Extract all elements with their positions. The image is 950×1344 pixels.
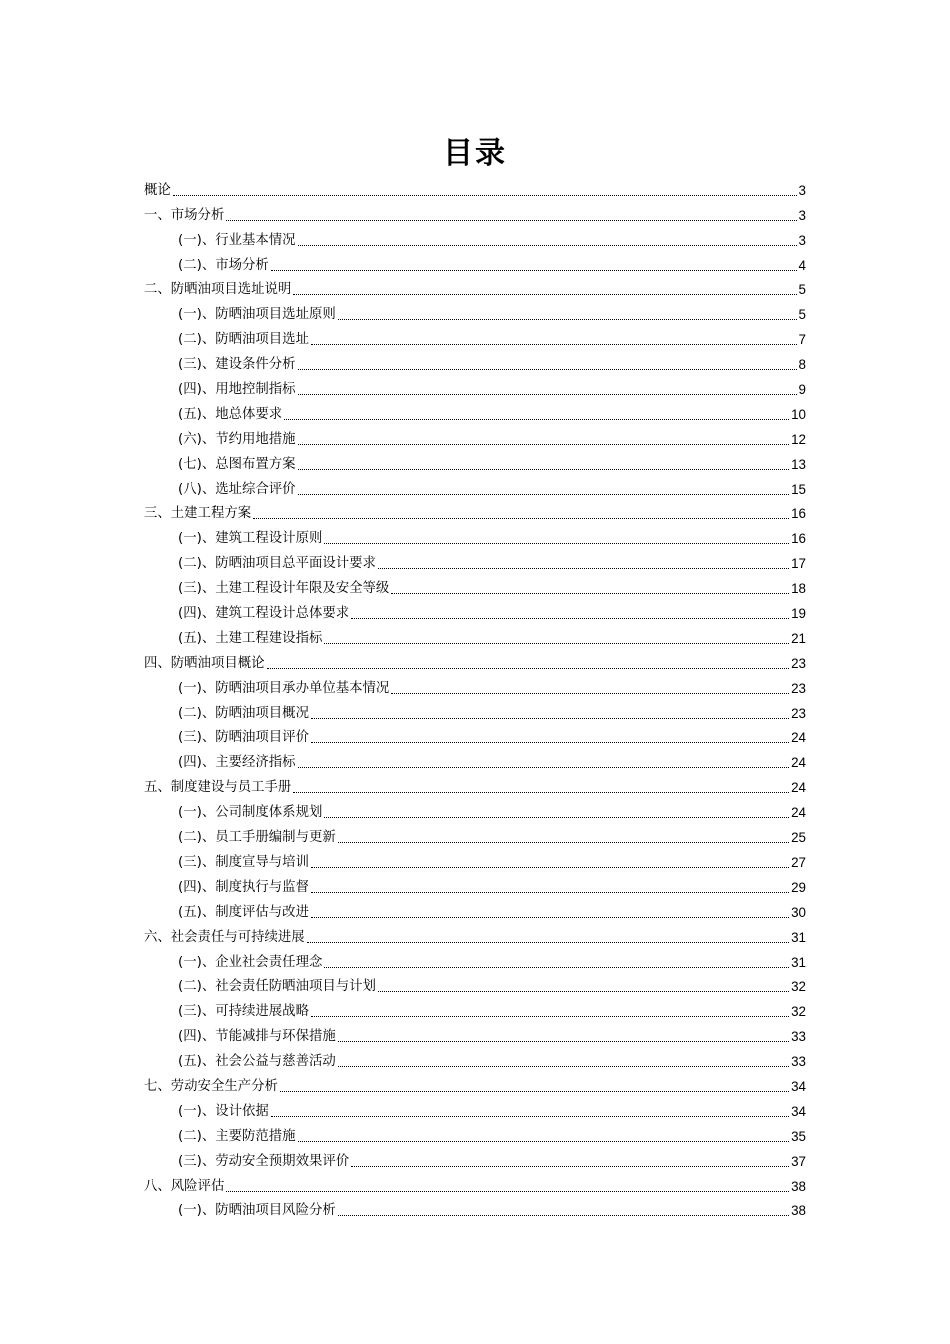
toc-entry-label: (一)、行业基本情况 [178,232,296,248]
toc-entry-label: 八、风险评估 [144,1178,225,1194]
dot-leader [267,668,790,669]
toc-entry-label: (五)、制度评估与改进 [178,904,309,920]
toc-entry[interactable] [144,399,806,424]
toc-entry-label: (一)、设计依据 [178,1103,269,1119]
dot-leader [298,394,797,395]
toc-entry[interactable] [144,299,806,324]
toc-entry[interactable] [144,1196,806,1221]
toc-entry[interactable] [144,499,806,524]
toc-entry[interactable] [144,872,806,897]
toc-entry-label: (一)、防晒油项目风险分析 [178,1203,336,1219]
toc-entry-page-number: 19 [791,606,806,622]
toc-entry-label: (五)、土建工程建设指标 [178,630,323,646]
dot-leader [351,618,789,619]
toc-entry-page-number: 30 [791,904,806,920]
toc-entry-page-number: 24 [791,755,806,771]
toc-entry-page-number: 21 [791,630,806,646]
dot-leader [378,568,789,569]
dot-leader [298,245,797,246]
toc-entry-page-number: 9 [798,382,806,398]
dot-leader [311,892,789,893]
toc-entry[interactable] [144,424,806,449]
dot-leader [293,792,789,793]
toc-entry-label: 三、土建工程方案 [144,506,252,522]
toc-entry[interactable] [144,324,806,349]
toc-entry-label: (二)、防晒油项目概况 [178,705,309,721]
toc-entry-label: (三)、可持续进展战略 [178,1004,309,1020]
toc-entry-label: (三)、劳动安全预期效果评价 [178,1153,350,1169]
toc-entry-page-number: 24 [791,805,806,821]
toc-entry-page-number: 10 [791,406,806,422]
toc-entry-label: (二)、防晒油项目总平面设计要求 [178,556,376,572]
dot-leader [307,942,789,943]
toc-entry[interactable] [144,548,806,573]
dot-leader [338,1066,789,1067]
toc-entry-page-number: 18 [791,581,806,597]
toc-entry-label: (二)、市场分析 [178,257,269,273]
toc-entry-page-number: 35 [791,1128,806,1144]
toc-entry[interactable] [144,996,806,1021]
toc-entry[interactable] [144,474,806,499]
dot-leader [338,1215,789,1216]
toc-entry[interactable] [144,1046,806,1071]
dot-leader [271,1116,789,1117]
toc-entry-page-number: 12 [791,431,806,447]
toc-entry-page-number: 25 [791,830,806,846]
toc-entry-label: (一)、企业社会责任理念 [178,954,323,970]
toc-entry-page-number: 38 [791,1203,806,1219]
dot-leader [298,767,790,768]
toc-entry-page-number: 8 [798,357,806,373]
toc-entry-page-number: 33 [791,1029,806,1045]
toc-entry-page-number: 32 [791,1004,806,1020]
toc-entry-page-number: 16 [791,506,806,522]
toc-entry[interactable] [144,1121,806,1146]
toc-entry-page-number: 24 [791,730,806,746]
toc-entry-label: (三)、建设条件分析 [178,357,296,373]
dot-leader [298,469,790,470]
toc-entry[interactable] [144,747,806,772]
toc-entry[interactable] [144,200,806,225]
toc-entry-page-number: 34 [791,1078,806,1094]
toc-entry[interactable] [144,922,806,947]
toc-entry[interactable] [144,797,806,822]
toc-entry[interactable] [144,349,806,374]
dot-leader [311,344,797,345]
toc-entry-label: (三)、防晒油项目评价 [178,730,309,746]
toc-entry[interactable] [144,449,806,474]
dot-leader [351,1166,789,1167]
toc-entry-page-number: 31 [791,929,806,945]
dot-leader [311,917,789,918]
dot-leader [298,444,790,445]
toc-entry[interactable] [144,1071,806,1096]
dot-leader [324,643,789,644]
page-title: 目录 [443,136,507,171]
toc-entry-label: 六、社会责任与可持续进展 [144,929,305,945]
toc-entry[interactable] [144,673,806,698]
toc-entry-label: (二)、主要防范措施 [178,1128,296,1144]
toc-entry[interactable] [144,250,806,275]
toc-entry[interactable] [144,897,806,922]
toc-entry-page-number: 13 [791,456,806,472]
toc-entry-label: 七、劳动安全生产分析 [144,1078,278,1094]
toc-entry[interactable] [144,374,806,399]
toc-entry-label: (四)、用地控制指标 [178,382,296,398]
toc-entry-label: (一)、防晒油项目承办单位基本情况 [178,680,390,696]
dot-leader [271,270,797,271]
toc-entry-label: (二)、员工手册编制与更新 [178,830,336,846]
dot-leader [280,1091,789,1092]
toc-entry[interactable] [144,648,806,673]
toc-entry-page-number: 38 [791,1178,806,1194]
toc-entry[interactable] [144,1171,806,1196]
toc-entry-label: (四)、制度执行与监督 [178,879,309,895]
toc-entry-page-number: 4 [798,257,806,273]
dot-leader [324,817,789,818]
toc-entry[interactable] [144,972,806,997]
dot-leader [226,1191,789,1192]
dot-leader [298,1141,790,1142]
toc-entry[interactable] [144,1096,806,1121]
toc-entry-label: (八)、选址综合评价 [178,481,296,497]
toc-entry[interactable] [144,822,806,847]
toc-entry-page-number: 3 [798,232,806,248]
toc-entry[interactable] [144,1146,806,1171]
toc-entry-page-number: 32 [791,979,806,995]
toc-entry[interactable] [144,598,806,623]
toc-entry[interactable] [144,275,806,300]
toc-entry-label: (六)、节约用地措施 [178,431,296,447]
toc-entry-label: (二)、防晒油项目选址 [178,332,309,348]
toc-entry-page-number: 3 [798,182,806,198]
dot-leader [338,842,789,843]
toc-entry-label: (五)、社会公益与慈善活动 [178,1054,336,1070]
dot-leader [311,1016,789,1017]
toc-entry-page-number: 17 [791,556,806,572]
dot-leader [338,1041,789,1042]
toc-entry-page-number: 7 [798,332,806,348]
toc-entry[interactable] [144,947,806,972]
toc-entry-label: 一、市场分析 [144,207,225,223]
toc-entry-page-number: 33 [791,1054,806,1070]
dot-leader [253,518,789,519]
dot-leader [311,742,789,743]
toc-entry-label: (四)、建筑工程设计总体要求 [178,606,350,622]
toc-entry-label: (四)、主要经济指标 [178,755,296,771]
toc-entry-page-number: 23 [791,680,806,696]
toc-entry[interactable] [144,1021,806,1046]
toc-entry-page-number: 27 [791,854,806,870]
toc-entry-label: 概论 [144,182,171,198]
toc-entry-label: (一)、防晒油项目选址原则 [178,307,336,323]
toc-entry[interactable] [144,573,806,598]
dot-leader [293,294,796,295]
toc-entry[interactable] [144,698,806,723]
dot-leader [298,369,797,370]
toc-entry[interactable] [144,523,806,548]
toc-entry-label: (三)、土建工程设计年限及安全等级 [178,581,390,597]
toc-entry-page-number: 31 [791,954,806,970]
toc-entry-page-number: 15 [791,481,806,497]
toc-entry[interactable] [144,772,806,797]
toc-entry-page-number: 5 [798,282,806,298]
dot-leader [298,494,790,495]
toc-entry-label: (五)、地总体要求 [178,406,283,422]
dot-leader [324,543,789,544]
toc-entry-page-number: 23 [791,705,806,721]
dot-leader [311,718,789,719]
toc-entry-page-number: 23 [791,655,806,671]
toc-entry-label: 五、制度建设与员工手册 [144,780,292,796]
dot-leader [378,991,789,992]
toc-entry-page-number: 29 [791,879,806,895]
toc-entry-page-number: 34 [791,1103,806,1119]
toc-entry-page-number: 37 [791,1153,806,1169]
toc-entry-label: (二)、社会责任防晒油项目与计划 [178,979,376,995]
toc-entry-label: (三)、制度宣导与培训 [178,854,309,870]
toc-entry-label: (一)、建筑工程设计原则 [178,531,323,547]
toc-entry-label: 四、防晒油项目概论 [144,655,265,671]
dot-leader [311,867,789,868]
toc-entry[interactable] [144,847,806,872]
toc-entry[interactable] [144,723,806,748]
toc-entry[interactable] [144,175,806,200]
dot-leader [391,693,789,694]
dot-leader [391,593,789,594]
toc-entry[interactable] [144,623,806,648]
toc-entry-page-number: 3 [798,207,806,223]
toc-entry-page-number: 5 [798,307,806,323]
dot-leader [324,967,789,968]
dot-leader [338,319,797,320]
toc-entry-label: 二、防晒油项目选址说明 [144,282,292,298]
dot-leader [173,195,797,196]
toc-entry-page-number: 24 [791,780,806,796]
dot-leader [226,220,796,221]
dot-leader [284,419,789,420]
toc-entry-page-number: 16 [791,531,806,547]
toc-entry-label: (四)、节能减排与环保措施 [178,1029,336,1045]
toc-entry[interactable] [144,225,806,250]
toc-entry-label: (一)、公司制度体系规划 [178,805,323,821]
toc-entry-label: (七)、总图布置方案 [178,456,296,472]
table-of-contents [144,175,806,1220]
